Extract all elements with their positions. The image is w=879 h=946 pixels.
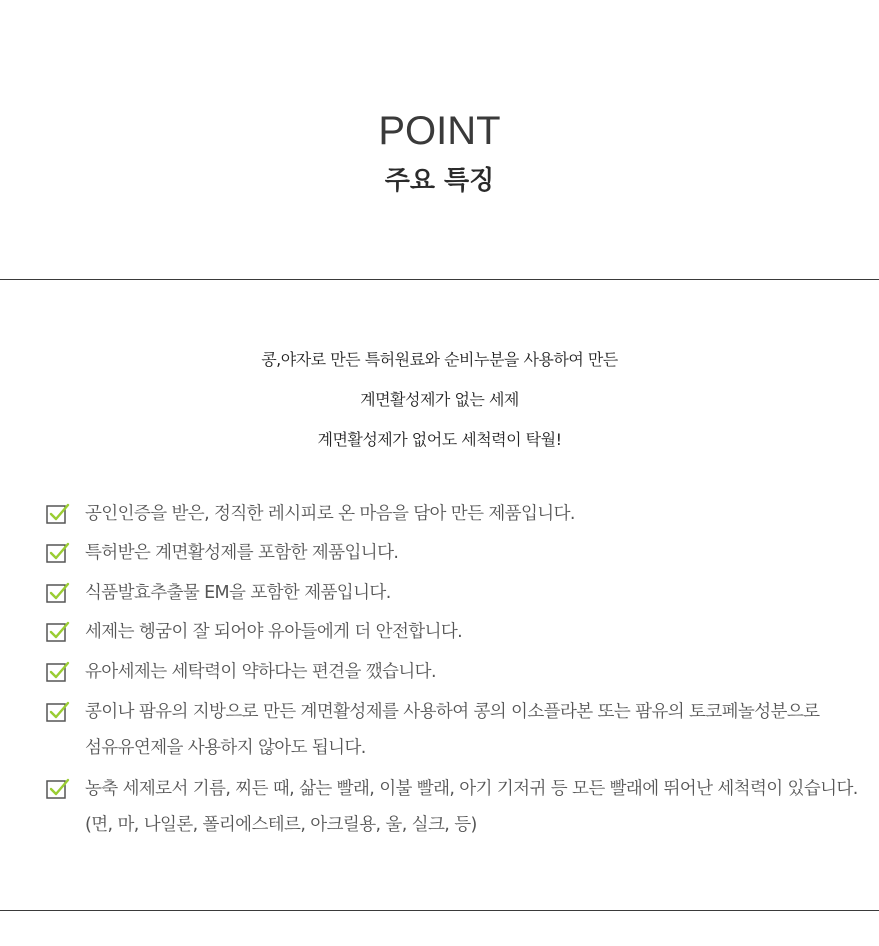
feature-text: [85, 614, 865, 650]
feature-text: [85, 575, 865, 611]
headline-line-3: 계면활성제가 없어도 세척력이 탁월!: [317, 430, 562, 449]
feature-text-line: 유아세제는 세탁력이 약하다는 편견을 깼습니다.: [85, 662, 436, 682]
check-icon: [46, 661, 70, 683]
feature-text: [85, 496, 865, 532]
headline-line-1: 콩,야자로 만든 특허원료와 순비누분을 사용하여 만든: [261, 350, 618, 369]
check-icon: [46, 503, 70, 525]
feature-text-line: 콩이나 팜유의 지방으로 만든 계면활성제를 사용하여 콩의 이소플라본 또는 팜유의 토코페놀성분으로: [85, 702, 820, 722]
feature-text-line: 공인인증을 받은, 정직한 레시피로 온 마음을 담아 만든 제품입니다.: [85, 504, 575, 524]
feature-text-line: (면, 마, 나일론, 폴리에스테르, 아크릴용, 울, 실크, 등): [85, 815, 477, 835]
point-header: [0, 0, 879, 279]
section-title-english: POINT: [378, 109, 501, 153]
check-icon: [46, 582, 70, 604]
feature-text-line: 농축 세제로서 기름, 찌든 때, 삶는 빨래, 이불 빨래, 아기 기저귀 등 모든 빨래에 뛰어난 세척력이 있습니다.: [85, 779, 858, 799]
feature-text: [85, 694, 865, 766]
feature-text-line: 특허받은 계면활성제를 포함한 제품입니다.: [85, 543, 399, 563]
check-icon: [46, 778, 70, 800]
check-icon: [46, 542, 70, 564]
feature-text: [85, 771, 865, 843]
feature-text-line: 식품발효추출물 EM을 포함한 제품입니다.: [85, 583, 391, 603]
check-icon: [46, 701, 70, 723]
headline: [0, 340, 879, 460]
section-title-korean: 주요 특징: [384, 166, 495, 196]
headline-line-2: 계면활성제가 없는 세제: [360, 390, 519, 409]
feature-text-line: 세제는 헹굼이 잘 되어야 유아들에게 더 안전합니다.: [85, 622, 463, 642]
bottom-divider: [0, 910, 879, 911]
check-icon: [46, 621, 70, 643]
feature-text: [85, 535, 865, 571]
feature-text-line: 섬유유연제을 사용하지 않아도 됩니다.: [85, 738, 366, 758]
top-divider: [0, 279, 879, 280]
feature-text: [85, 654, 865, 690]
